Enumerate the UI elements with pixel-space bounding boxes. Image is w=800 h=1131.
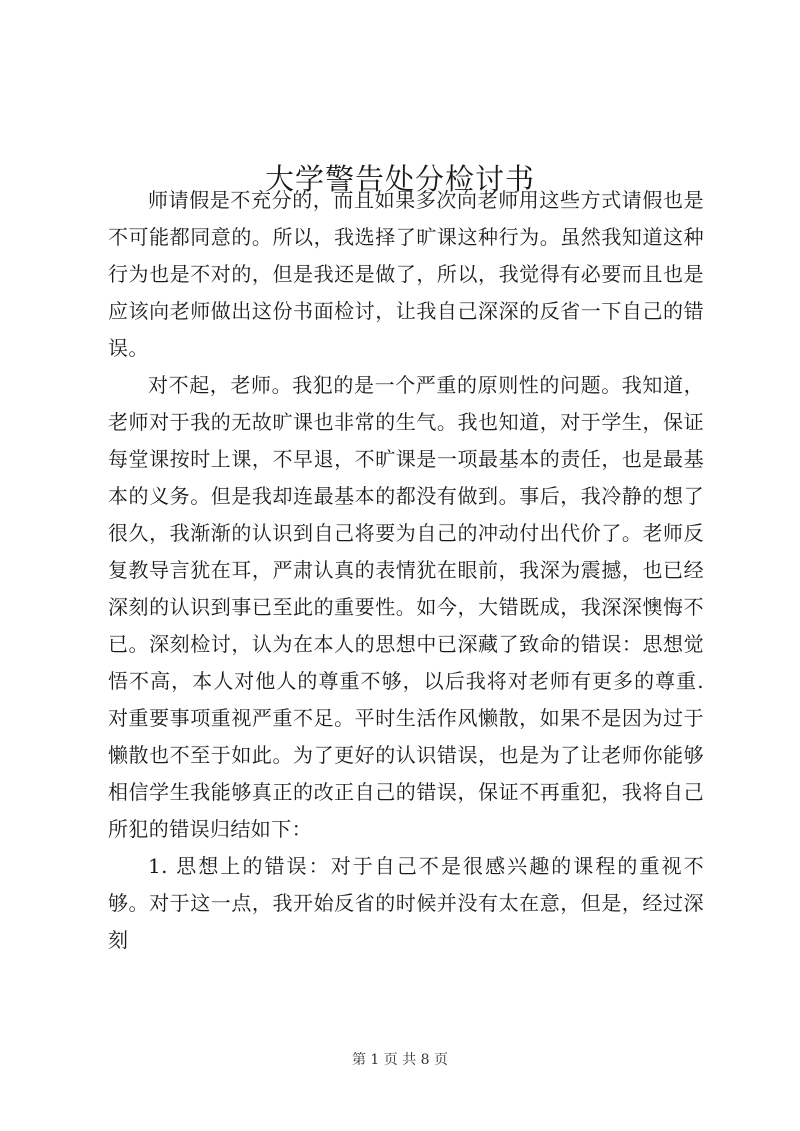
document-title: 大学警告处分检讨书 bbox=[264, 162, 535, 197]
page-footer: 第 1 页 共 8 页 bbox=[351, 1052, 449, 1068]
paragraph-2: 对不起，老师。我犯的是一个严重的原则性的问题。我知道，老师对于我的无故旷课也非常的生气。我也知道，对于学生，保证每堂课按时上课，不早退，不旷课是一项最基本的责任，也是最基本的义务。但是我却连最基本的都没有做到。事后，我冷静的想了很久，我渐渐的认识到自己将要为自己的冲动付出代价了。老师反复教导言犹在耳，严肃认真的表情犹在眼前，我深为震撼，也已经深刻的认识到事已至此的重要性。如今，大错既成，我深深懊悔不已。深刻检讨，认为在本人的思想中已深藏了致命的错误：思想觉悟不高，本人对他人的尊重不够，以后我将对老师有更多的尊重.对重要事项重视严重不足。平时生活作风懒散，如果不是因为过于懒散也不至于如此。为了更好的认识错误，也是为了让老师你能够相信学生我能够真正的改正自己的错误，保证不再重犯，我将自己所犯的错误归结如下： bbox=[108, 373, 704, 841]
document-body bbox=[108, 182, 704, 959]
paragraph-1: 师请假是不充分的，而且如果多次向老师用这些方式请假也是不可能都同意的。所以，我选择了旷课这种行为。虽然我知道这种行为也是不对的，但是我还是做了，所以，我觉得有必要而且也是应该向老师做出这份书面检讨，让我自己深深的反省一下自己的错误。 bbox=[108, 188, 704, 360]
paragraph-3: 1. 思想上的错误：对于自己不是很感兴趣的课程的重视不够。对于这一点，我开始反省的时候并没有太在意，但是，经过深刻 bbox=[108, 854, 704, 952]
